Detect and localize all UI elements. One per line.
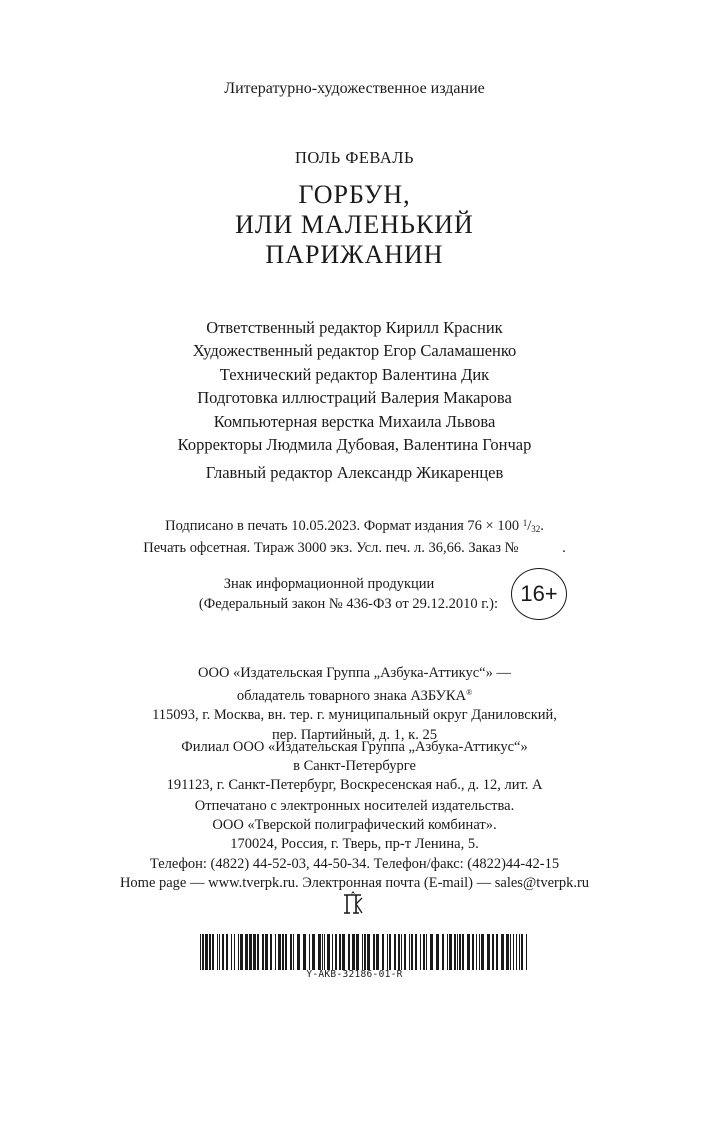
barcode-bar: [476, 934, 477, 970]
barcode-bar: [318, 934, 321, 970]
barcode-text: Y-AKB-32186-01-R: [306, 969, 403, 980]
barcode-bar: [526, 934, 527, 970]
barcode-bar: [423, 934, 425, 970]
title-line: ПАРИЖАНИН: [265, 240, 444, 269]
barcode-bar: [339, 934, 341, 970]
barcode-bar: [278, 934, 281, 970]
barcode-bar: [472, 934, 474, 970]
barcode-bar: [510, 934, 511, 970]
barcode-icon: [200, 934, 527, 970]
barcode-bar: [212, 934, 214, 970]
barcode-bar: [513, 934, 514, 970]
credit-line: Технический редактор Валентина Дик: [219, 364, 490, 384]
age-rating-badge: [511, 568, 567, 620]
barcode-bar: [253, 934, 256, 970]
barcode-bar: [462, 934, 464, 970]
barcode-bar: [420, 934, 421, 970]
branch-block: [0, 738, 709, 796]
credit-line: Компьютерная верстка Михаила Львова: [213, 411, 496, 431]
barcode-bar: [459, 934, 461, 970]
publisher-line: [0, 683, 709, 706]
edition-type: Литературно-художественное издание: [224, 80, 485, 97]
barcode-bar: [249, 934, 252, 970]
chief-editor: Главный редактор Александр Жикаренцев: [205, 463, 504, 482]
printer-line: 170024, Россия, г. Тверь, пр-т Ленина, 5.: [230, 836, 479, 853]
credit-line: Ответственный редактор Кирилл Красник: [206, 318, 503, 337]
barcode-bar: [394, 934, 396, 970]
barcode-bar: [436, 934, 439, 970]
barcode-bar: [364, 934, 366, 970]
print-info-period: .: [540, 518, 544, 534]
barcode-bar: [335, 934, 337, 970]
barcode-bar: [290, 934, 292, 970]
barcode-bar: [376, 934, 379, 970]
barcode-bar: [454, 934, 456, 970]
title-line: ИЛИ МАЛЕНЬКИЙ: [235, 210, 474, 239]
print-info-line-2: [0, 539, 709, 558]
info-sign-line: Знак информационной продукции: [223, 576, 435, 592]
format-numerator: 1: [522, 518, 528, 528]
barcode-bar: [219, 934, 220, 970]
print-info-text: Подписано в печать 10.05.2023. Формат издания 76 × 100: [165, 518, 520, 534]
barcode-bar: [506, 934, 509, 970]
barcode-bar: [270, 934, 272, 970]
print-info-text: Печать офсетная. Тираж 3000 экз. Усл. печ. л. 36,66. Заказ №: [143, 540, 519, 556]
barcode-bar: [492, 934, 494, 970]
publisher-block: [0, 664, 709, 745]
barcode-bar: [240, 934, 243, 970]
barcode-bar: [257, 934, 259, 970]
barcode-bar: [409, 934, 410, 970]
barcode-bar: [202, 934, 204, 970]
credit-line: Корректоры Людмила Дубовая, Валентина Гончар: [177, 435, 532, 455]
barcode-bar: [457, 934, 458, 970]
credit-line: Подготовка иллюстраций Валерия Макарова: [197, 388, 512, 408]
info-sign-text: [160, 574, 498, 614]
barcode-bar: [234, 934, 235, 970]
credit-line: Художественный редактор Егор Саламашенко: [192, 341, 517, 361]
barcode-bar: [226, 934, 228, 970]
barcode-bar: [285, 934, 287, 970]
author-name: ПОЛЬ ФЕВАЛЬ: [295, 148, 414, 167]
barcode-bar: [521, 934, 523, 970]
printer-line: Отпечатано с электронных носителей издательства.: [194, 798, 515, 814]
barcode-bar: [398, 934, 400, 970]
barcode-bar: [442, 934, 444, 970]
barcode-bar: [303, 934, 306, 970]
barcode-bar: [479, 934, 480, 970]
barcode-bar: [356, 934, 359, 970]
barcode-bar: [265, 934, 268, 970]
barcode-bar: [309, 934, 310, 970]
barcode-bar: [415, 934, 417, 970]
barcode-bar: [501, 934, 504, 970]
publisher-line: пер. Партийный, д. 1, к. 25: [272, 726, 437, 743]
publisher-line: 115093, г. Москва, вн. тер. г. муниципальный округ Даниловский,: [152, 707, 557, 724]
barcode-bar: [262, 934, 264, 970]
printer-line: Home page — www.tverpk.ru. Электронная почта (E-mail) — sales@tverpk.ru: [119, 874, 590, 891]
barcode-bar: [447, 934, 448, 970]
barcode-bar: [362, 934, 363, 970]
barcode-bar: [222, 934, 224, 970]
barcode-bar: [205, 934, 208, 970]
barcode-bar: [293, 934, 294, 970]
barcode-bar: [282, 934, 284, 970]
barcode-bar: [348, 934, 350, 970]
barcode-bar: [245, 934, 248, 970]
book-title: [0, 180, 709, 270]
format-denominator: 32: [531, 524, 541, 534]
barcode-bar: [389, 934, 391, 970]
age-rating: 16+: [520, 581, 558, 606]
barcode-bar: [231, 934, 232, 970]
barcode-bar: [200, 934, 201, 970]
tverpk-monogram-icon: [341, 890, 365, 916]
barcode-bar: [430, 934, 433, 970]
barcode-bar: [217, 934, 218, 970]
barcode-bar: [467, 934, 470, 970]
print-info: [0, 514, 709, 558]
printer-line: ООО «Тверской полиграфический комбинат».: [212, 817, 497, 834]
barcode-bar: [342, 934, 345, 970]
barcode-bar: [519, 934, 520, 970]
barcode-bar: [327, 934, 330, 970]
barcode-bar: [401, 934, 402, 970]
barcode-bar: [411, 934, 413, 970]
branch-line: 191123, г. Санкт-Петербург, Воскресенская наб., д. 12, лит. А: [166, 777, 543, 794]
barcode-bar: [382, 934, 384, 970]
printer-block: [0, 797, 709, 893]
print-info-line-1: Подписано в печать 10.05.2023. Формат издания 76 × 100 $^1/_{32}$.: [165, 518, 544, 534]
barcode-bar: [449, 934, 452, 970]
barcode-bar: [352, 934, 355, 970]
barcode-bar: [275, 934, 276, 970]
barcode-bar: [322, 934, 323, 970]
registered-mark: ®: [466, 688, 473, 698]
branch-line: в Санкт-Петербурге: [293, 758, 416, 775]
barcode-bar: [297, 934, 300, 970]
barcode-bar: [481, 934, 484, 970]
info-sign-line: (Федеральный закон № 436-ФЗ от 29.12.2010 г.):: [198, 596, 498, 612]
publisher-line: ООО «Издательская Группа „Азбука-Аттикус“» —: [198, 665, 511, 681]
barcode-bar: [324, 934, 325, 970]
barcode-bar: [426, 934, 427, 970]
barcode-bar: [387, 934, 388, 970]
printer-line: Телефон: (4822) 44-52-03, 44-50-34. Телефон/факс: (4822)44-42-15: [149, 855, 560, 872]
barcode-bar: [312, 934, 315, 970]
barcode-bar: [496, 934, 498, 970]
barcode-bar: [373, 934, 375, 970]
barcode-bar: [516, 934, 517, 970]
credits-list: [0, 316, 709, 456]
barcode-bar: [404, 934, 406, 970]
title-line: ГОРБУН,: [298, 180, 411, 209]
print-info-period: .: [562, 540, 566, 556]
barcode-bar: [332, 934, 333, 970]
publisher-trademark: обладатель товарного знака АЗБУКА: [236, 688, 467, 705]
barcode-bar: [367, 934, 370, 970]
barcode-bar: [238, 934, 239, 970]
barcode-bar: [487, 934, 490, 970]
branch-line: Филиал ООО «Издательская Группа „Азбука-Аттикус“»: [181, 739, 528, 755]
barcode-bar: [209, 934, 211, 970]
